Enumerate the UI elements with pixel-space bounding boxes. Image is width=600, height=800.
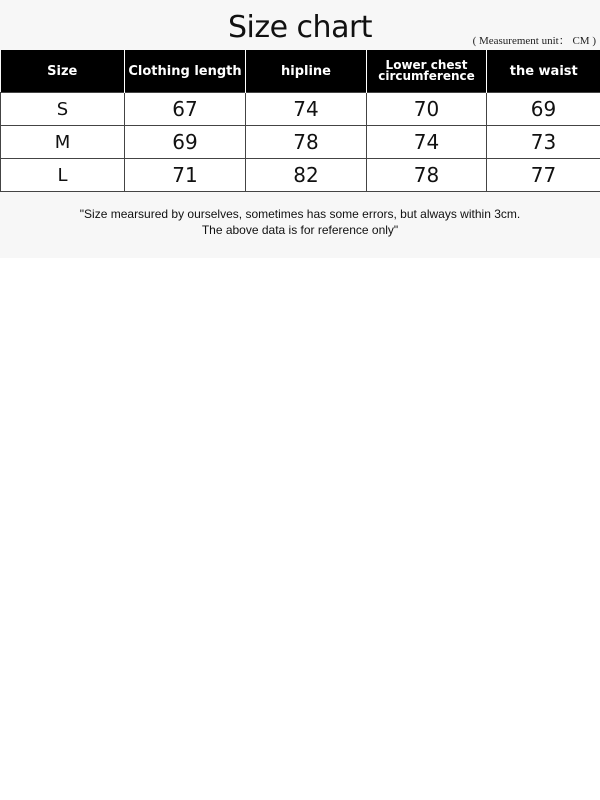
hipline-cell: 82 <box>246 159 367 192</box>
page-title: Size chart <box>227 10 373 45</box>
column-header-hipline: hipline <box>246 50 367 93</box>
table-header-row <box>1 50 600 93</box>
disclaimer-line-1: "Size mearsured by ourselves, sometimes has some errors, but always within 3cm. <box>79 207 521 221</box>
table-row <box>1 126 600 159</box>
waist-cell: 69 <box>487 93 600 126</box>
size-cell: M <box>1 126 125 159</box>
column-header-size: Size <box>1 50 125 93</box>
size-chart-panel <box>0 0 600 258</box>
clothing-length-cell: 69 <box>125 126 246 159</box>
clothing-length-cell: 67 <box>125 93 246 126</box>
waist-cell: 77 <box>487 159 600 192</box>
size-cell: S <box>1 93 125 126</box>
size-cell: L <box>1 159 125 192</box>
lower-chest-cell: 78 <box>367 159 487 192</box>
table-row <box>1 159 600 192</box>
column-header-waist: the waist <box>487 50 600 93</box>
column-header-clothing-length: Clothing length <box>125 50 246 93</box>
measurement-unit-note: ( Measurement unit： CM ) <box>472 35 596 47</box>
disclaimer-line-2: The above data is for reference only" <box>201 223 399 237</box>
waist-cell: 73 <box>487 126 600 159</box>
lower-chest-cell: 70 <box>367 93 487 126</box>
hipline-cell: 78 <box>246 126 367 159</box>
measurement-disclaimer <box>0 206 600 238</box>
column-header-lower-chest: Lower chest circumference <box>367 50 487 93</box>
clothing-length-cell: 71 <box>125 159 246 192</box>
table-row <box>1 93 600 126</box>
size-table <box>0 50 600 192</box>
hipline-cell: 74 <box>246 93 367 126</box>
lower-chest-cell: 74 <box>367 126 487 159</box>
